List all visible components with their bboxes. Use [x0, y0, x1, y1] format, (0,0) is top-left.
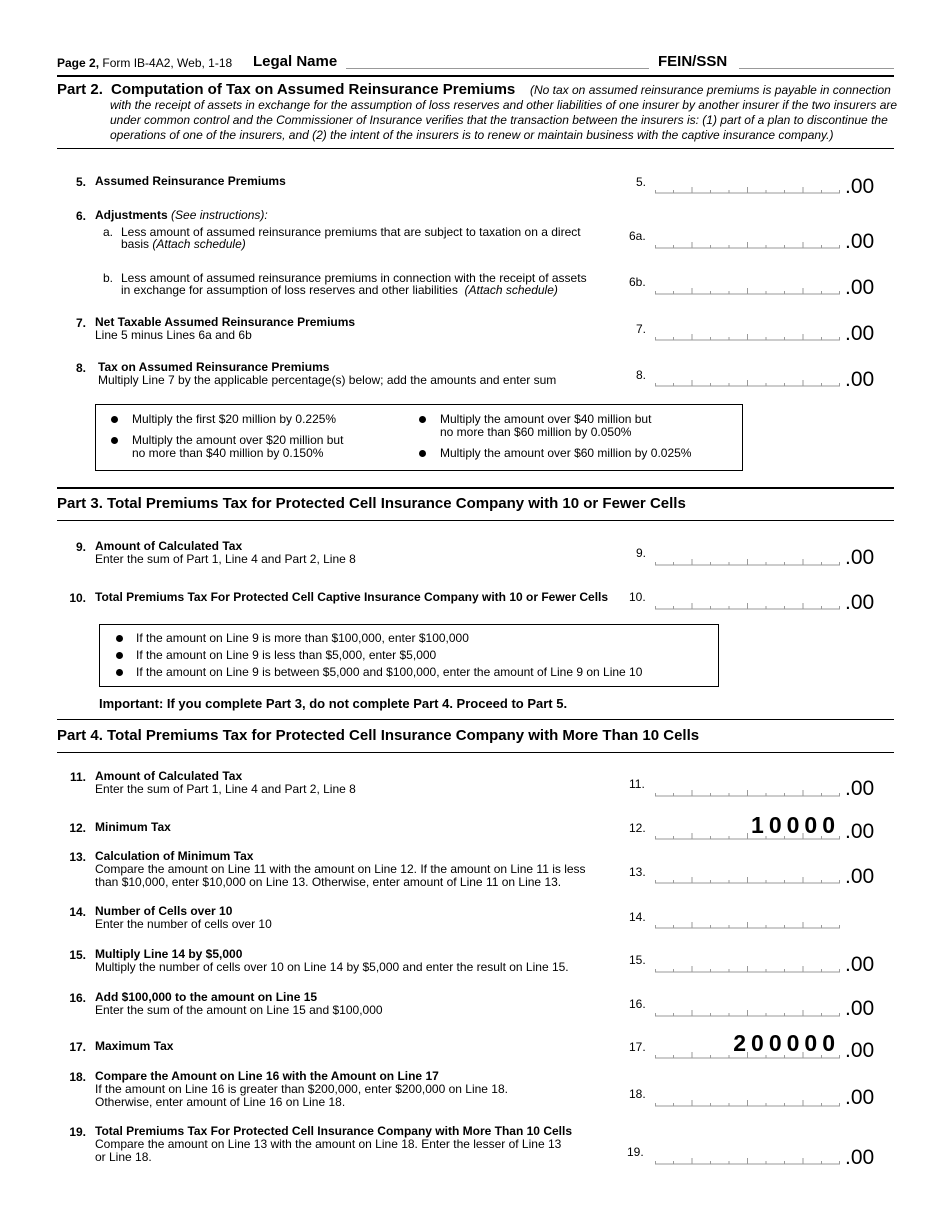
- line15-title: Multiply Line 14 by $5,000: [95, 947, 243, 961]
- line15-input[interactable]: [655, 965, 840, 973]
- line-number: 7.: [75, 316, 86, 330]
- line19-title: Total Premiums Tax For Protected Cell Insurance Company with More Than 10 Cells: [95, 1124, 572, 1138]
- entry-guide-icon: [655, 789, 840, 797]
- line19-desc-2: or Line 18.: [95, 1150, 152, 1164]
- line16-cents: .00: [845, 997, 875, 1020]
- legal-name-input[interactable]: [346, 68, 649, 69]
- line5-input[interactable]: [655, 186, 840, 194]
- line10-text: [95, 591, 608, 604]
- line6b-input[interactable]: [655, 287, 840, 295]
- fein-label: FEIN/SSN: [658, 53, 728, 70]
- part4-rule-top: [57, 719, 894, 720]
- line9-field-label: 9.: [636, 546, 647, 560]
- line5-title: Assumed Reinsurance Premiums: [95, 174, 286, 188]
- legal-name-label: Legal Name: [253, 53, 338, 70]
- line13-input[interactable]: [655, 876, 840, 884]
- entry-guide-icon: [655, 965, 840, 973]
- entry-guide-icon: [655, 186, 840, 194]
- line16-title: Add $100,000 to the amount on Line 15: [95, 990, 318, 1004]
- line15-text: [95, 948, 569, 974]
- line18-desc-2: Otherwise, enter amount of Line 16 on Line 18.: [95, 1095, 346, 1109]
- line7-field-label: 7.: [636, 322, 647, 336]
- rate-3-line2: no more than $60 million by 0.050%: [440, 425, 632, 439]
- line-number: 15.: [69, 948, 86, 962]
- part4-rule-bottom: [57, 752, 894, 753]
- line-number: 19.: [69, 1125, 86, 1139]
- line10-input[interactable]: [655, 602, 840, 610]
- line6a-text-basis: basis: [121, 237, 150, 251]
- line6a-cents: .00: [845, 230, 875, 253]
- line-number: 9.: [75, 540, 86, 554]
- bullet-icon: [111, 437, 118, 444]
- line-number: 5.: [75, 175, 86, 189]
- line7-input[interactable]: [655, 333, 840, 341]
- line15-desc: Multiply the number of cells over 10 on Line 14 by $5,000 and enter the result on Line 15.: [95, 960, 569, 974]
- rule-1: If the amount on Line 9 is more than $100,000, enter $100,000: [136, 631, 469, 645]
- part2-note-2: with the receipt of assets in exchange for the assumption of loss reserves and other liabilities of one insurer by another insurer if the two insurers are: [110, 98, 898, 112]
- line6b-cents: .00: [845, 276, 875, 299]
- line16-text: [95, 991, 383, 1017]
- part3-rule-bottom: [57, 520, 894, 521]
- line5-cents: .00: [845, 175, 875, 198]
- line14-title: Number of Cells over 10: [95, 904, 233, 918]
- line13-title: Calculation of Minimum Tax: [95, 849, 254, 863]
- entry-guide-icon: [655, 379, 840, 387]
- line6b-letter: b.: [103, 271, 114, 285]
- line6b-text-main: in exchange for assumption of loss reserves and other liabilities: [121, 283, 458, 297]
- entry-guide-icon: [655, 333, 840, 341]
- entry-guide-icon: [655, 287, 840, 295]
- line6b-text-1: Less amount of assumed reinsurance premiums in connection with the receipt of assets: [121, 271, 587, 285]
- line18-desc-1: If the amount on Line 16 is greater than $200,000, enter $200,000 on Line 18.: [95, 1082, 508, 1096]
- bullet-icon: [419, 450, 426, 457]
- line6a-note: (Attach schedule): [152, 237, 246, 251]
- entry-guide-icon: [655, 1099, 840, 1107]
- part2-title: Computation of Tax on Assumed Reinsurance Premiums: [111, 81, 516, 98]
- line15-field-label: 15.: [629, 953, 646, 967]
- line8-cents: .00: [845, 368, 875, 391]
- line8-text: [98, 361, 556, 387]
- part3-rule-top: [57, 487, 894, 489]
- bullet-icon: [116, 635, 123, 642]
- line10-field-label: 10.: [629, 590, 646, 604]
- line6a-text-1: Less amount of assumed reinsurance premiums that are subject to taxation on a direct: [121, 225, 581, 239]
- line-number: 6.: [75, 209, 86, 223]
- line6a-letter: a.: [103, 225, 114, 239]
- bullet-icon: [111, 416, 118, 423]
- line14-input[interactable]: [655, 921, 840, 929]
- line19-cents: .00: [845, 1146, 875, 1169]
- line6b-field-label: 6b.: [629, 275, 646, 289]
- line12-field-label: 12.: [629, 821, 646, 835]
- line17-field-label: 17.: [629, 1040, 646, 1054]
- entry-guide-icon: [655, 876, 840, 884]
- line18-text: [95, 1070, 508, 1109]
- line16-desc: Enter the sum of the amount on Line 15 and $100,000: [95, 1003, 383, 1017]
- line18-title: Compare the Amount on Line 16 with the Amount on Line 17: [95, 1069, 439, 1083]
- line8-field-label: 8.: [636, 368, 647, 382]
- line14-text: [95, 905, 272, 931]
- line10-cents: .00: [845, 591, 875, 614]
- part3-title: Part 3. Total Premiums Tax for Protected Cell Insurance Company with 10 or Fewer Cells: [57, 495, 686, 512]
- rate-3: [440, 413, 651, 439]
- line7-text: [95, 316, 355, 342]
- line8-desc: Multiply Line 7 by the applicable percentage(s) below; add the amounts and enter sum: [98, 373, 557, 387]
- header-rule: [57, 75, 894, 77]
- line12-value: 10000: [751, 812, 840, 838]
- line-number: 10.: [69, 591, 86, 605]
- part2-heading: [57, 81, 515, 98]
- line11-input[interactable]: [655, 789, 840, 797]
- line5-text: [95, 175, 286, 188]
- line13-text: [95, 850, 586, 889]
- line9-desc: Enter the sum of Part 1, Line 4 and Part 2, Line 8: [95, 552, 356, 566]
- line7-desc: Line 5 minus Lines 6a and 6b: [95, 328, 252, 342]
- rate-4: Multiply the amount over $60 million by 0.025%: [440, 446, 692, 460]
- part2-label: Part 2.: [57, 81, 103, 98]
- entry-guide-icon: [655, 1157, 840, 1165]
- part2-note-1: (No tax on assumed reinsurance premiums is payable in connection: [530, 83, 891, 97]
- line-number: 18.: [69, 1070, 86, 1084]
- entry-guide-icon: [655, 241, 840, 249]
- line17-title: Maximum Tax: [95, 1039, 174, 1053]
- line6a-field-label: 6a.: [629, 229, 646, 243]
- rate-2-line2: no more than $40 million by 0.150%: [132, 446, 324, 460]
- line13-desc-2: than $10,000, enter $10,000 on Line 13. Otherwise, enter amount of Line 11 on Line 13.: [95, 875, 562, 889]
- part2-rule: [57, 148, 894, 149]
- line6a-input[interactable]: [655, 241, 840, 249]
- line17-cents: .00: [845, 1039, 875, 1062]
- line19-field-label: 19.: [627, 1145, 644, 1159]
- line19-desc-1: Compare the amount on Line 13 with the amount on Line 18. Enter the lesser of Line 13: [95, 1137, 562, 1151]
- line7-cents: .00: [845, 322, 875, 345]
- part4-title: Part 4. Total Premiums Tax for Protected Cell Insurance Company with More Than 10 Cells: [57, 727, 700, 744]
- line11-desc: Enter the sum of Part 1, Line 4 and Part 2, Line 8: [95, 782, 356, 796]
- form-id: Form IB-4A2, Web, 1-18: [102, 56, 233, 70]
- rate-2-line1: Multiply the amount over $20 million but: [132, 433, 344, 447]
- line13-field-label: 13.: [629, 865, 646, 879]
- part2-note-3: under common control and the Commissioner of Insurance verifies that the transaction between the insurers is: (1) part of a plan to discontinue the: [110, 113, 888, 127]
- line11-field-label: 11.: [629, 777, 645, 791]
- line6-note: (See instructions):: [171, 208, 268, 222]
- line-number: 13.: [69, 850, 86, 864]
- line9-title: Amount of Calculated Tax: [95, 539, 243, 553]
- line10-title: Total Premiums Tax For Protected Cell Captive Insurance Company with 10 or Fewer Cells: [95, 590, 609, 604]
- line5-field-label: 5.: [636, 175, 647, 189]
- line6-text: [95, 209, 268, 222]
- line17-text: [95, 1040, 173, 1053]
- entry-guide-icon: [655, 602, 840, 610]
- line-number: 14.: [69, 905, 86, 919]
- line8-title: Tax on Assumed Reinsurance Premiums: [98, 360, 330, 374]
- line9-input[interactable]: [655, 558, 840, 566]
- fein-input[interactable]: [739, 68, 894, 69]
- line-number: 8.: [75, 361, 86, 375]
- line-number: 17.: [69, 1040, 86, 1054]
- line13-cents: .00: [845, 865, 875, 888]
- line9-cents: .00: [845, 546, 875, 569]
- rate-3-line1: Multiply the amount over $40 million but: [440, 412, 652, 426]
- line19-text: [95, 1125, 572, 1164]
- line11-text: [95, 770, 356, 796]
- line8-input[interactable]: [655, 379, 840, 387]
- line7-title: Net Taxable Assumed Reinsurance Premiums: [95, 315, 356, 329]
- line18-field-label: 18.: [629, 1087, 646, 1101]
- line11-cents: .00: [845, 777, 875, 800]
- rule-2: If the amount on Line 9 is less than $5,000, enter $5,000: [136, 648, 437, 662]
- line17-value: 200000: [733, 1030, 840, 1056]
- line11-title: Amount of Calculated Tax: [95, 769, 243, 783]
- line-number: 16.: [69, 991, 86, 1005]
- page-number: Page 2,: [57, 56, 100, 70]
- line6b-note: (Attach schedule): [464, 283, 558, 297]
- line6-title: Adjustments: [95, 208, 168, 222]
- line12-text: [95, 821, 171, 834]
- page-label: [57, 56, 232, 70]
- line-number: 12.: [69, 821, 86, 835]
- line18-cents: .00: [845, 1086, 875, 1109]
- line16-input[interactable]: [655, 1009, 840, 1017]
- rate-1: Multiply the first $20 million by 0.225%: [132, 412, 337, 426]
- entry-guide-icon: [655, 558, 840, 566]
- line13-desc-1: Compare the amount on Line 11 with the amount on Line 12. If the amount on Line 11 is less: [95, 862, 586, 876]
- rate-2: [132, 434, 343, 460]
- bullet-icon: [116, 652, 123, 659]
- line18-input[interactable]: [655, 1099, 840, 1107]
- line9-text: [95, 540, 356, 566]
- line16-field-label: 16.: [629, 997, 646, 1011]
- bullet-icon: [116, 669, 123, 676]
- rule-3: If the amount on Line 9 is between $5,000 and $100,000, enter the amount of Line 9 on Line 10: [136, 665, 643, 679]
- line6b-text-2: [121, 284, 558, 297]
- line6a-text-2: [121, 238, 246, 251]
- line19-input[interactable]: [655, 1157, 840, 1165]
- bullet-icon: [419, 416, 426, 423]
- line15-cents: .00: [845, 953, 875, 976]
- entry-guide-icon: [655, 921, 840, 929]
- line14-field-label: 14.: [629, 910, 646, 924]
- part2-note-4: operations of one of the insurers, and (2) the intent of the insurers is to renew or maintain business with the captive insurance company.): [110, 128, 834, 142]
- entry-guide-icon: [655, 1009, 840, 1017]
- line14-desc: Enter the number of cells over 10: [95, 917, 272, 931]
- line-number: 11.: [69, 770, 86, 784]
- line12-cents: .00: [845, 820, 875, 843]
- line12-title: Minimum Tax: [95, 820, 171, 834]
- part3-important: Important: If you complete Part 3, do not complete Part 4. Proceed to Part 5.: [99, 696, 568, 711]
